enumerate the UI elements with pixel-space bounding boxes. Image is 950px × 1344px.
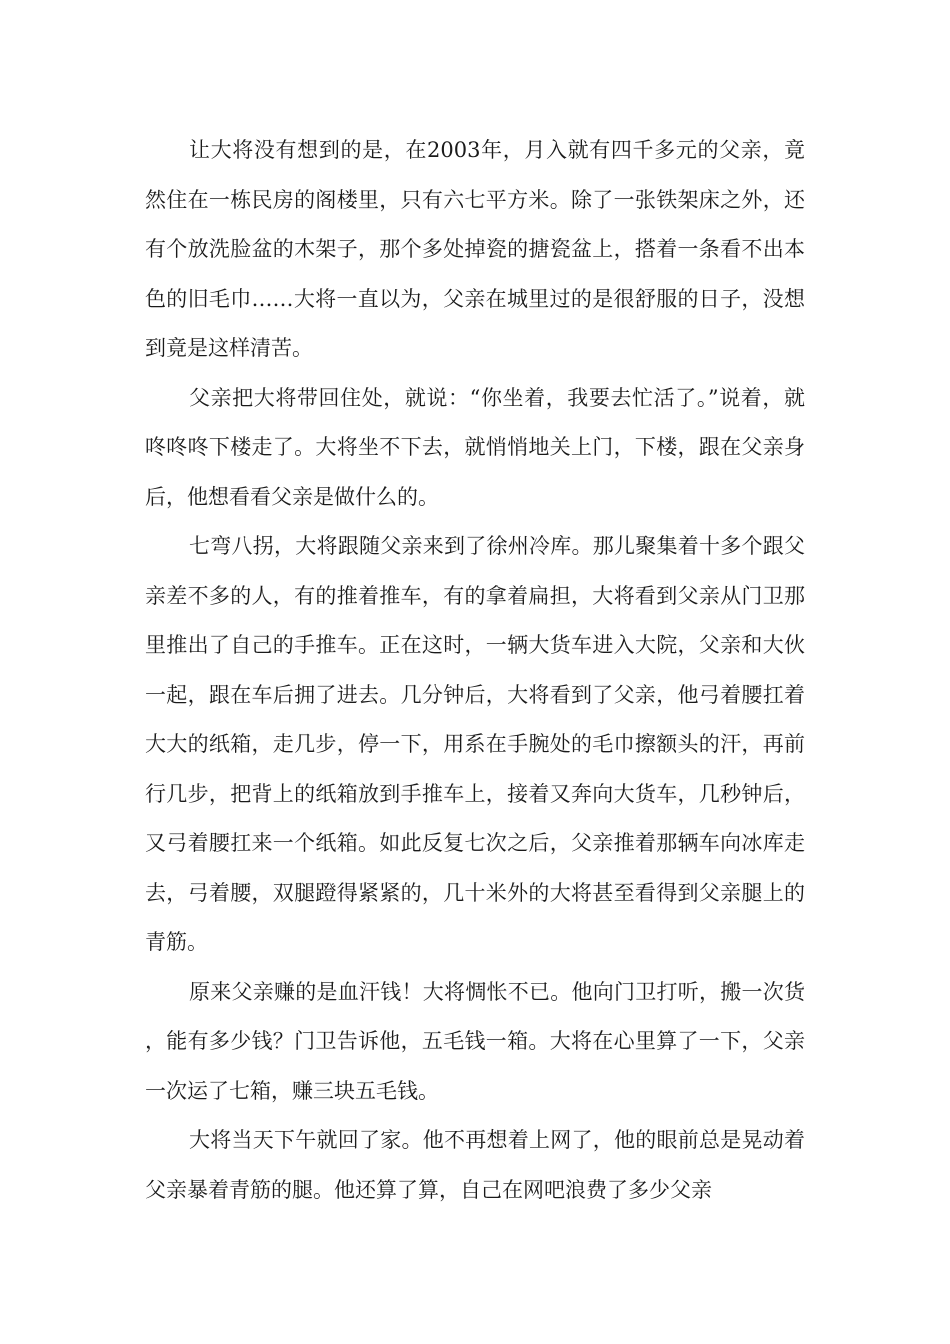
paragraph-4: 原来父亲赚的是血汗钱！大将惆怅不已。他向门卫打听，搬一次货，能有多少钱？门卫告诉他，五毛钱一箱。大将在心里算了一下，父亲一次运了七箱，赚三块五毛钱。 xyxy=(145,979,805,1103)
paragraph-5: 大将当天下午就回了家。他不再想着上网了，他的眼前总是晃动着父亲暴着青筋的腿。他还算了算，自己在网吧浪费了多少父亲 xyxy=(145,1128,805,1202)
body-text xyxy=(145,126,805,1215)
paragraph-2: 父亲把大将带回住处，就说：“你坐着，我要去忙活了。”说着，就咚咚咚下楼走了。大将坐不下去，就悄悄地关上门，下楼，跟在父亲身后，他想看看父亲是做什么的。 xyxy=(145,385,805,509)
paragraph-1: 让大将没有想到的是，在2003年，月入就有四千多元的父亲，竟然住在一栋民房的阁楼里，只有六七平方米。除了一张铁架床之外，还有个放洗脸盆的木架子，那个多处掉瓷的搪瓷盆上，搭着一条看不出本色的旧毛巾……大将一直以为，父亲在城里过的是很舒服的日子，没想到竟是这样清苦。 xyxy=(145,138,805,360)
paragraph-3: 七弯八拐，大将跟随父亲来到了徐州冷库。那儿聚集着十多个跟父亲差不多的人，有的推着推车，有的拿着扁担，大将看到父亲从门卫那里推出了自己的手推车。正在这时，一辆大货车进入大院，父亲和大伙一起，跟在车后拥了进去。几分钟后，大将看到了父亲，他弓着腰扛着大大的纸箱，走几步，停一下，用系在手腕处的毛巾擦额头的汗，再前行几步，把背上的纸箱放到手推车上，接着又奔向大货车，几秒钟后，又弓着腰扛来一个纸箱。如此反复七次之后，父亲推着那辆车向冰库走去，弓着腰，双腿蹬得紧紧的，几十米外的大将甚至看得到父亲腿上的青筋。 xyxy=(145,534,805,954)
